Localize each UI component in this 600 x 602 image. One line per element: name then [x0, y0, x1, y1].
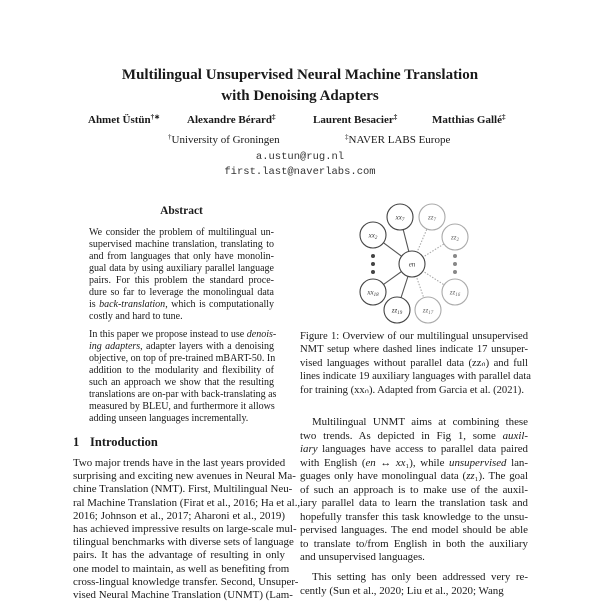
text-line: This setting has only been addressed very re- [312, 571, 528, 583]
author-mark: †∗ [150, 113, 161, 121]
author-3 [313, 114, 397, 126]
paragraph [300, 571, 528, 598]
affiliation-name: University of Groningen [171, 134, 280, 146]
ellipsis-dot [453, 262, 457, 266]
text-line: pervised languages. The end model should be able [300, 524, 528, 536]
node-label: $zz_{17}$ [422, 306, 434, 316]
language-node-xx7 [387, 204, 413, 230]
text-line: In this paper we propose instead to use denois- [89, 329, 277, 340]
node-label: $xx_2$ [368, 231, 378, 241]
text-line: costly and hard to tune. [89, 311, 183, 322]
affiliation-2 [345, 134, 450, 146]
text-line: objective, on top of pre-trained mBART-50. In [89, 353, 276, 364]
text-line: vised languages without parallel data (zzₙ) and full [300, 357, 528, 369]
node-label: $xx_7$ [395, 213, 405, 223]
node-label: $zz_{16}$ [449, 288, 461, 298]
text-line: with English (en ↔ xx₁), while unsupervised lan- [300, 456, 529, 469]
text-line: ing adapters, adapter layers with a denoising [89, 341, 275, 352]
author-name: Matthias Gallé [432, 114, 502, 126]
language-node-zz19 [384, 297, 410, 323]
node-label: en [408, 260, 416, 269]
paragraph [300, 416, 528, 565]
text-line: is back-translation, which is computationally [89, 299, 274, 310]
figure-1-diagram [340, 195, 490, 330]
text-line: Multilingual UNMT aims at combining these [312, 416, 528, 428]
text-line: cross-lingual knowledge transfer. Second, Unsuper- [73, 575, 299, 588]
paragraph [73, 457, 301, 602]
language-node-xx18 [360, 279, 386, 305]
text-line: Two major trends have in the last years provided [73, 457, 286, 469]
email-2: first.last@naverlabs.com [224, 166, 376, 178]
text-line: addition to the modularity and flexibility of [89, 365, 274, 376]
text-line: such an approach we show that the resulting [89, 377, 274, 388]
text-line: measured by BLEU, and furthermore it allows [89, 401, 275, 412]
node-label: $zz_7$ [428, 213, 436, 223]
paragraph [89, 227, 274, 323]
author-2 [187, 114, 276, 126]
affiliation-mark: ‡ [345, 133, 349, 141]
ellipsis-dot [371, 262, 375, 266]
section-heading-introduction [73, 435, 158, 450]
paper-title-line-2: with Denoising Adapters [221, 88, 379, 104]
author-4 [432, 114, 505, 126]
figure-1-caption [300, 330, 531, 397]
abstract-body [89, 227, 277, 425]
text-line: hopefully transfer this task knowledge to the unsu- [300, 510, 528, 523]
text-line: NMT setup where dashed lines indicate 17 unsuper- [300, 344, 528, 356]
text-line: iary parallel data to learn the translation task and [300, 497, 528, 509]
text-line: chine Translation (NMT). First, Multilingual Neu- [73, 483, 293, 496]
text-line: cently (Sun et al., 2020; Liu et al., 2020; Wang [300, 584, 504, 597]
text-line: supervised machine translation, translating to [89, 239, 274, 250]
right-column-body [300, 416, 528, 598]
node-label: $zz_2$ [451, 233, 459, 243]
ellipsis-dot [453, 270, 457, 274]
author-name: Ahmet Üstün [88, 114, 151, 126]
text-line: gual data by using auxiliary parallel language [89, 263, 274, 274]
text-line: guages only have monolingual data (zz₁). The goal [300, 470, 528, 482]
text-line: one model to maintain, as well as benefiting from [73, 562, 290, 575]
author-name: Laurent Besacier [313, 114, 394, 126]
section-title: Introduction [90, 435, 158, 449]
text-line: and from languages that only have monolin- [89, 251, 274, 262]
english-center-node [399, 251, 425, 277]
text-line: dure so far to leverage the monolingual data [89, 287, 274, 298]
paper-title-line-1: Multilingual Unsupervised Neural Machine Translation [121, 67, 479, 83]
text-line: to translate to/from English in both the auxiliary [300, 537, 528, 550]
language-node-zz17 [415, 297, 441, 323]
affiliation-mark: † [168, 133, 172, 141]
text-line: pairs. For this problem the standard proce- [89, 275, 274, 286]
node-label: $zz_{19}$ [391, 306, 403, 316]
text-line: iary languages have access to parallel data paired [300, 443, 528, 455]
text-line: translations are on-par with back-translating as [89, 389, 277, 400]
paragraph [300, 330, 531, 397]
text-line: surprising and exciting new avenues in Neural Ma- [73, 470, 296, 483]
text-line: has achieved impressive results on large-scale mul- [73, 523, 297, 536]
text-line: 2016; Johnson et al., 2017; Aharoni et al., 2019) [73, 509, 285, 522]
text-line: vised Neural Machine Translation (UNMT) (Lam- [73, 589, 293, 602]
email-1: a.ustun@rug.nl [255, 151, 345, 163]
language-node-xx2 [360, 222, 386, 248]
text-line: pairs. It has the advantage of resulting in only [73, 549, 285, 562]
text-line: adding unseen languages incrementally. [89, 413, 249, 424]
language-node-zz16 [442, 279, 468, 305]
node-label: $xx_{18}$ [367, 288, 379, 298]
text-line: tilingual benchmarks with diverse sets of language [73, 536, 294, 549]
introduction-body [73, 457, 301, 602]
ellipsis-dot [371, 270, 375, 274]
language-node-zz2 [442, 224, 468, 250]
paragraph [89, 329, 277, 425]
text-line: lines indicate 19 auxiliary languages with parallel data [300, 371, 531, 383]
text-line: for training (xxₙ). Adapted from Garcia et al. (2021). [300, 384, 524, 396]
text-line: We consider the problem of multilingual un- [89, 227, 274, 238]
text-line: two trends. As depicted in Fig 1, some auxil- [300, 429, 528, 442]
text-line: ral Machine Translation (Firat et al., 2016; Ha et al., [73, 496, 301, 509]
ellipsis-dot [453, 254, 457, 258]
section-number: 1 [73, 435, 80, 449]
text-line: and unsupervised languages. [300, 551, 425, 563]
text-line: of such an approach is to make use of the auxil- [300, 483, 528, 496]
author-1 [88, 114, 160, 126]
author-name: Alexandre Bérard [187, 114, 273, 126]
affiliation-name: NAVER LABS Europe [348, 134, 451, 146]
text-line: Figure 1: Overview of our multilingual unsupervised [300, 331, 528, 342]
ellipsis-dot [371, 254, 375, 258]
abstract-heading: Abstract [160, 205, 203, 217]
author-mark: ‡ [501, 113, 506, 121]
affiliation-1 [168, 134, 280, 146]
author-mark: ‡ [272, 113, 276, 121]
author-mark: ‡ [393, 113, 398, 121]
language-node-zz7 [419, 204, 445, 230]
